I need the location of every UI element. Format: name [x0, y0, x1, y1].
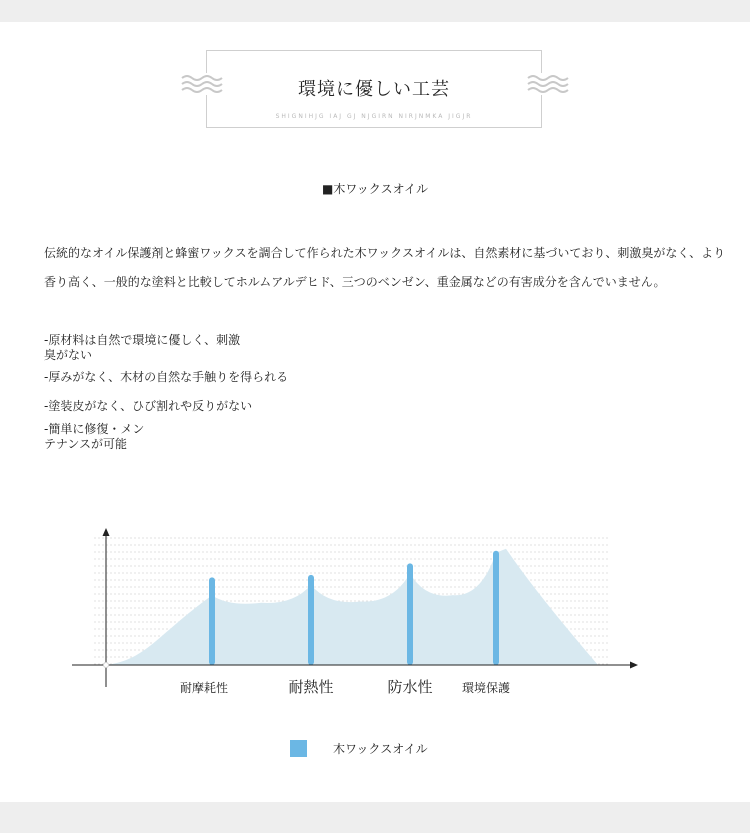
- feature-item: -原材料は自然で環境に優しく、刺激臭がない: [44, 333, 241, 362]
- feature-item: -厚みがなく、木材の自然な手触りを得られる: [44, 370, 289, 384]
- page-subtitle: SHIGNIHJG IAJ GJ NJGIRN NIRJNMKA JIGJR: [275, 113, 473, 120]
- title-frame: [206, 50, 542, 128]
- chart-origin-dot: [104, 663, 109, 668]
- page-title: 環境に優しい工芸: [298, 79, 450, 100]
- intro-line-2: 香り高く、一般的な塗料と比較してホルムアルデヒド、三つのベンゼン、重金属などの有害成分を含んでいません。: [44, 275, 666, 289]
- category-label: 耐熱性: [288, 678, 334, 696]
- chart-legend: [290, 739, 428, 757]
- feature-item: -塗装皮がなく、ひび割れや反りがない: [44, 399, 253, 413]
- category-label: 耐摩耗性: [179, 681, 229, 695]
- feature-item: -簡単に修復・メンテナンスが可能: [44, 422, 145, 451]
- bottom-band: [0, 802, 750, 833]
- category-label: 防水性: [387, 678, 433, 696]
- top-band: [0, 0, 750, 22]
- y-axis-arrow-icon: [103, 528, 110, 536]
- legend-label: 木ワックスオイル: [333, 741, 428, 756]
- section-heading: ■木ワックスオイル: [321, 182, 429, 196]
- chart-bar: [209, 577, 215, 665]
- wave-right-icon: [526, 73, 570, 95]
- legend-swatch: [290, 740, 307, 757]
- chart-bar: [493, 551, 499, 665]
- chart-category-labels: [180, 678, 510, 696]
- wave-left-icon: [180, 73, 224, 95]
- chart-bar: [308, 575, 314, 665]
- intro-line-1: 伝統的なオイル保護剤と蜂蜜ワックスを調合して作られた木ワックスオイルは、自然素材に基づいており、刺激臭がなく、より: [44, 246, 726, 260]
- chart-bar: [407, 563, 413, 665]
- performance-chart: [0, 520, 750, 710]
- category-label: 環境保護: [461, 681, 511, 695]
- x-axis-arrow-icon: [630, 662, 638, 669]
